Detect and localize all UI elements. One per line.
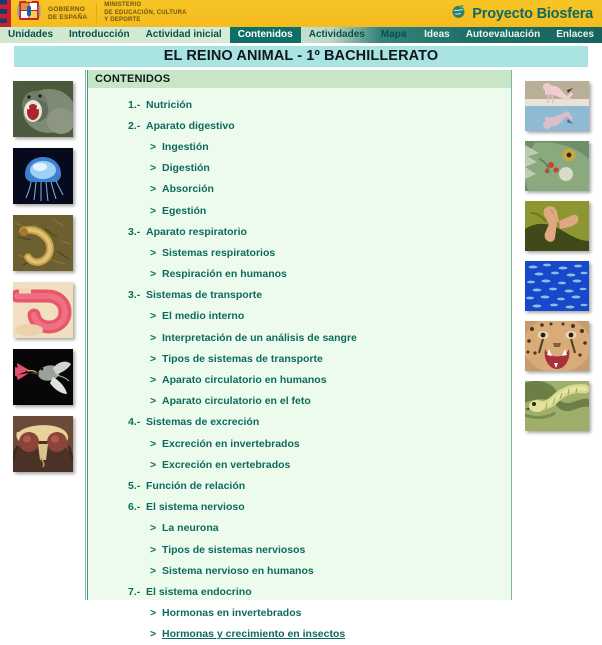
list-item[interactable] (88, 306, 511, 327)
chevron-right-icon: > (150, 268, 157, 281)
fish-school-photo (525, 261, 589, 311)
chevron-right-icon: > (150, 374, 157, 387)
nav-item-unidades[interactable]: Unidades (8, 29, 54, 40)
list-item[interactable] (88, 475, 511, 496)
hummingbird-flower-photo (13, 349, 73, 405)
main-content-frame (0, 70, 602, 641)
chevron-right-icon: > (150, 331, 157, 344)
chevron-right-icon: > (150, 352, 157, 365)
snake-photo (525, 381, 589, 431)
flamingo-reflection-photo (525, 81, 589, 131)
toc-link[interactable]: Hormonas en invertebrados (162, 607, 302, 620)
list-item[interactable] (88, 497, 511, 518)
panel-heading: CONTENIDOS (88, 70, 511, 88)
contenidos-panel (87, 70, 511, 641)
item-marker: 3.- (128, 289, 141, 302)
baboon-roaring-photo (13, 81, 73, 137)
fly-head-closeup-photo (13, 416, 73, 472)
list-item[interactable] (88, 264, 511, 285)
item-marker: 4.- (128, 416, 141, 429)
list-item[interactable] (88, 539, 511, 560)
toc-link[interactable]: Aparato circulatorio en el feto (162, 395, 311, 408)
toc-link[interactable]: Excreción en invertebrados (162, 437, 300, 450)
toc-link[interactable]: Aparato circulatorio en humanos (162, 374, 327, 387)
proyecto-biosfera-brand[interactable] (451, 4, 593, 24)
list-item[interactable] (88, 327, 511, 348)
list-item[interactable] (88, 136, 511, 157)
table-of-contents (88, 88, 511, 645)
chevron-right-icon: > (150, 395, 157, 408)
left-image-gallery (0, 70, 86, 600)
toc-link[interactable]: Interpretación de un análisis de sangre (162, 331, 357, 344)
chevron-right-icon: > (150, 246, 157, 259)
institutional-header (0, 0, 602, 27)
toc-link[interactable]: Función de relación (146, 479, 246, 492)
chevron-right-icon: > (150, 183, 157, 196)
main-navigation (0, 27, 602, 43)
chevron-right-icon: > (150, 628, 157, 641)
toc-link[interactable]: El sistema nervioso (146, 501, 245, 514)
toc-link[interactable]: Digestión (162, 162, 210, 175)
list-item[interactable] (88, 348, 511, 369)
right-image-gallery (512, 70, 602, 600)
list-item[interactable] (88, 158, 511, 179)
item-marker: 5.- (128, 479, 141, 492)
list-item[interactable] (88, 518, 511, 539)
item-marker: 3.- (128, 225, 141, 238)
jellyfish-photo (13, 148, 73, 204)
chevron-right-icon: > (150, 437, 157, 450)
toc-link[interactable]: Sistemas de excreción (146, 416, 260, 429)
pink-organ-anatomy-photo (13, 282, 73, 338)
toc-link[interactable]: Nutrición (146, 98, 193, 111)
nav-item-ideas[interactable]: Ideas (424, 29, 450, 40)
earthworm-photo (13, 215, 73, 271)
cheetah-snarling-photo (525, 321, 589, 371)
toc-link[interactable]: Tipos de sistemas de transporte (162, 352, 323, 365)
nav-item-mapa[interactable]: Mapa (380, 29, 407, 40)
list-item[interactable] (88, 115, 511, 136)
toc-link[interactable]: Respiración en humanos (162, 268, 287, 281)
list-item[interactable] (88, 369, 511, 390)
chevron-right-icon: > (150, 140, 157, 153)
brand-label: Proyecto Biosfera (472, 5, 593, 22)
nav-item-enlaces[interactable]: Enlaces (556, 29, 594, 40)
nav-item-actividades[interactable]: Actividades (308, 29, 365, 40)
toc-link[interactable]: El sistema endocrino (146, 585, 252, 598)
toc-link[interactable]: Sistemas respiratorios (162, 246, 276, 259)
globe-leaf-icon (451, 4, 466, 24)
page-title-area (0, 43, 602, 71)
iguana-head-photo (525, 141, 589, 191)
toc-link[interactable]: La neurona (162, 522, 219, 535)
chevron-right-icon: > (150, 543, 157, 556)
list-item[interactable] (88, 412, 511, 433)
toc-link[interactable]: Sistemas de transporte (146, 289, 263, 302)
header-divider (96, 4, 97, 23)
chevron-right-icon: > (150, 522, 157, 535)
toc-link[interactable]: Egestión (162, 204, 207, 217)
list-item[interactable] (88, 221, 511, 242)
list-item[interactable] (88, 560, 511, 581)
list-item[interactable] (88, 179, 511, 200)
nav-item-introduccion[interactable]: Introducción (69, 29, 130, 40)
list-item[interactable] (88, 581, 511, 602)
starfish-photo (525, 201, 589, 251)
chevron-right-icon: > (150, 204, 157, 217)
chevron-right-icon: > (150, 607, 157, 620)
toc-link[interactable]: Excreción en vertebrados (162, 458, 291, 471)
toc-link[interactable]: Ingestión (162, 140, 209, 153)
item-marker: 7.- (128, 585, 141, 598)
item-marker: 6.- (128, 501, 141, 514)
gobierno-de-espana-label: GOBIERNO DE ESPAÑA (48, 6, 88, 21)
chevron-right-icon: > (150, 458, 157, 471)
spain-flag-stripe-decoration (0, 0, 7, 27)
toc-link[interactable]: Aparato respiratorio (146, 225, 247, 238)
content-column (86, 70, 512, 641)
list-item[interactable] (88, 94, 511, 115)
toc-link[interactable]: Tipos de sistemas nerviosos (162, 543, 306, 556)
list-item[interactable] (88, 454, 511, 475)
ministerio-label: MINISTERIO DE EDUCACIÓN, CULTURA Y DEPORTE (104, 2, 187, 24)
toc-link[interactable]: Aparato digestivo (146, 119, 235, 132)
list-item[interactable] (88, 624, 511, 645)
toc-link[interactable]: Absorción (162, 183, 214, 196)
chevron-right-icon: > (150, 564, 157, 577)
item-marker: 1.- (128, 98, 141, 111)
nav-item-actividad-inicial[interactable]: Actividad inicial (145, 29, 222, 40)
nav-item-autoevaluacion[interactable]: Autoevaluación (465, 29, 541, 40)
red-accent-bar (7, 0, 11, 27)
toc-link[interactable]: Hormonas y crecimiento en insectos (162, 628, 346, 641)
list-item[interactable] (88, 242, 511, 263)
toc-link[interactable]: El medio interno (162, 310, 245, 323)
list-item[interactable] (88, 391, 511, 412)
item-marker: 2.- (128, 119, 141, 132)
chevron-right-icon: > (150, 310, 157, 323)
list-item[interactable] (88, 433, 511, 454)
nav-item-contenidos[interactable]: Contenidos (230, 27, 301, 43)
list-item[interactable] (88, 285, 511, 306)
toc-link[interactable]: Sistema nervioso en humanos (162, 564, 314, 577)
list-item[interactable] (88, 200, 511, 221)
spain-coat-of-arms-icon (16, 0, 42, 27)
page-title: EL REINO ANIMAL - 1º BACHILLERATO (14, 46, 588, 67)
chevron-right-icon: > (150, 162, 157, 175)
list-item[interactable] (88, 603, 511, 624)
